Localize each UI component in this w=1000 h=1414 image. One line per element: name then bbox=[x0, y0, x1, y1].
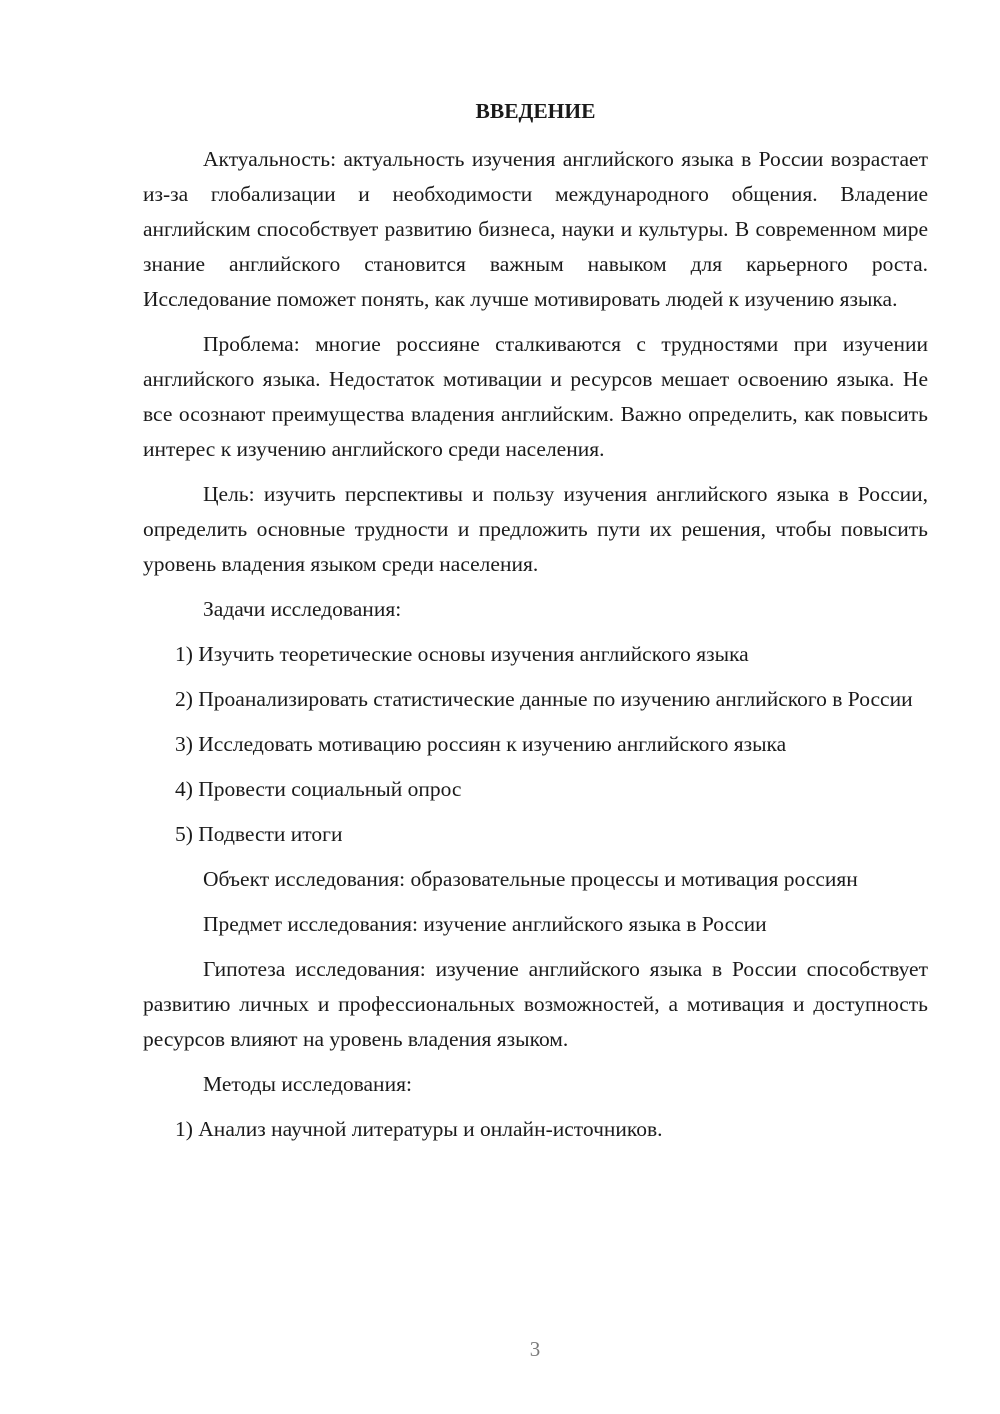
relevance-paragraph: Актуальность: актуальность изучения английского языка в России возрастает из-за глобализации и необходимости международного общения. Владение английским способствует развитию бизнеса, науки и культуры. В современном мире знание английского становится важным навыком для карьерного роста. Исследование поможет понять, как лучше мотивировать людей к изучению языка. bbox=[143, 147, 928, 311]
task-item: 1) Изучить теоретические основы изучения английского языка bbox=[175, 642, 749, 666]
task-item: 5) Подвести итоги bbox=[175, 822, 343, 846]
page-number: 3 bbox=[529, 1337, 541, 1361]
goal-paragraph: Цель: изучить перспективы и пользу изучения английского языка в России, определить основные трудности и предложить пути их решения, чтобы повысить уровень владения языком среди населения. bbox=[143, 482, 928, 576]
task-item: 2) Проанализировать статистические данные по изучению английского в России bbox=[175, 687, 913, 711]
method-item: 1) Анализ научной литературы и онлайн-источников. bbox=[175, 1117, 663, 1141]
page-title: ВВЕДЕНИЕ bbox=[475, 99, 596, 123]
hypothesis-paragraph: Гипотеза исследования: изучение английского языка в России способствует развитию личных и профессиональных возможностей, а мотивация и доступность ресурсов влияют на уровень владения языком. bbox=[143, 957, 928, 1051]
task-item: 3) Исследовать мотивацию россиян к изучению английского языка bbox=[175, 732, 787, 756]
task-item: 4) Провести социальный опрос bbox=[175, 777, 462, 801]
tasks-heading: Задачи исследования: bbox=[203, 597, 402, 621]
page-content bbox=[143, 96, 928, 1157]
object-paragraph: Объект исследования: образовательные процессы и мотивация россиян bbox=[203, 867, 858, 891]
methods-heading: Методы исследования: bbox=[203, 1072, 412, 1096]
problem-paragraph: Проблема: многие россияне сталкиваются с трудностями при изучении английского языка. Недостаток мотивации и ресурсов мешает освоению языка. Не все осознают преимущества владения английским. Важно определить, как повысить интерес к изучению английского среди населения. bbox=[143, 332, 928, 461]
subject-paragraph: Предмет исследования: изучение английского языка в России bbox=[203, 912, 767, 936]
